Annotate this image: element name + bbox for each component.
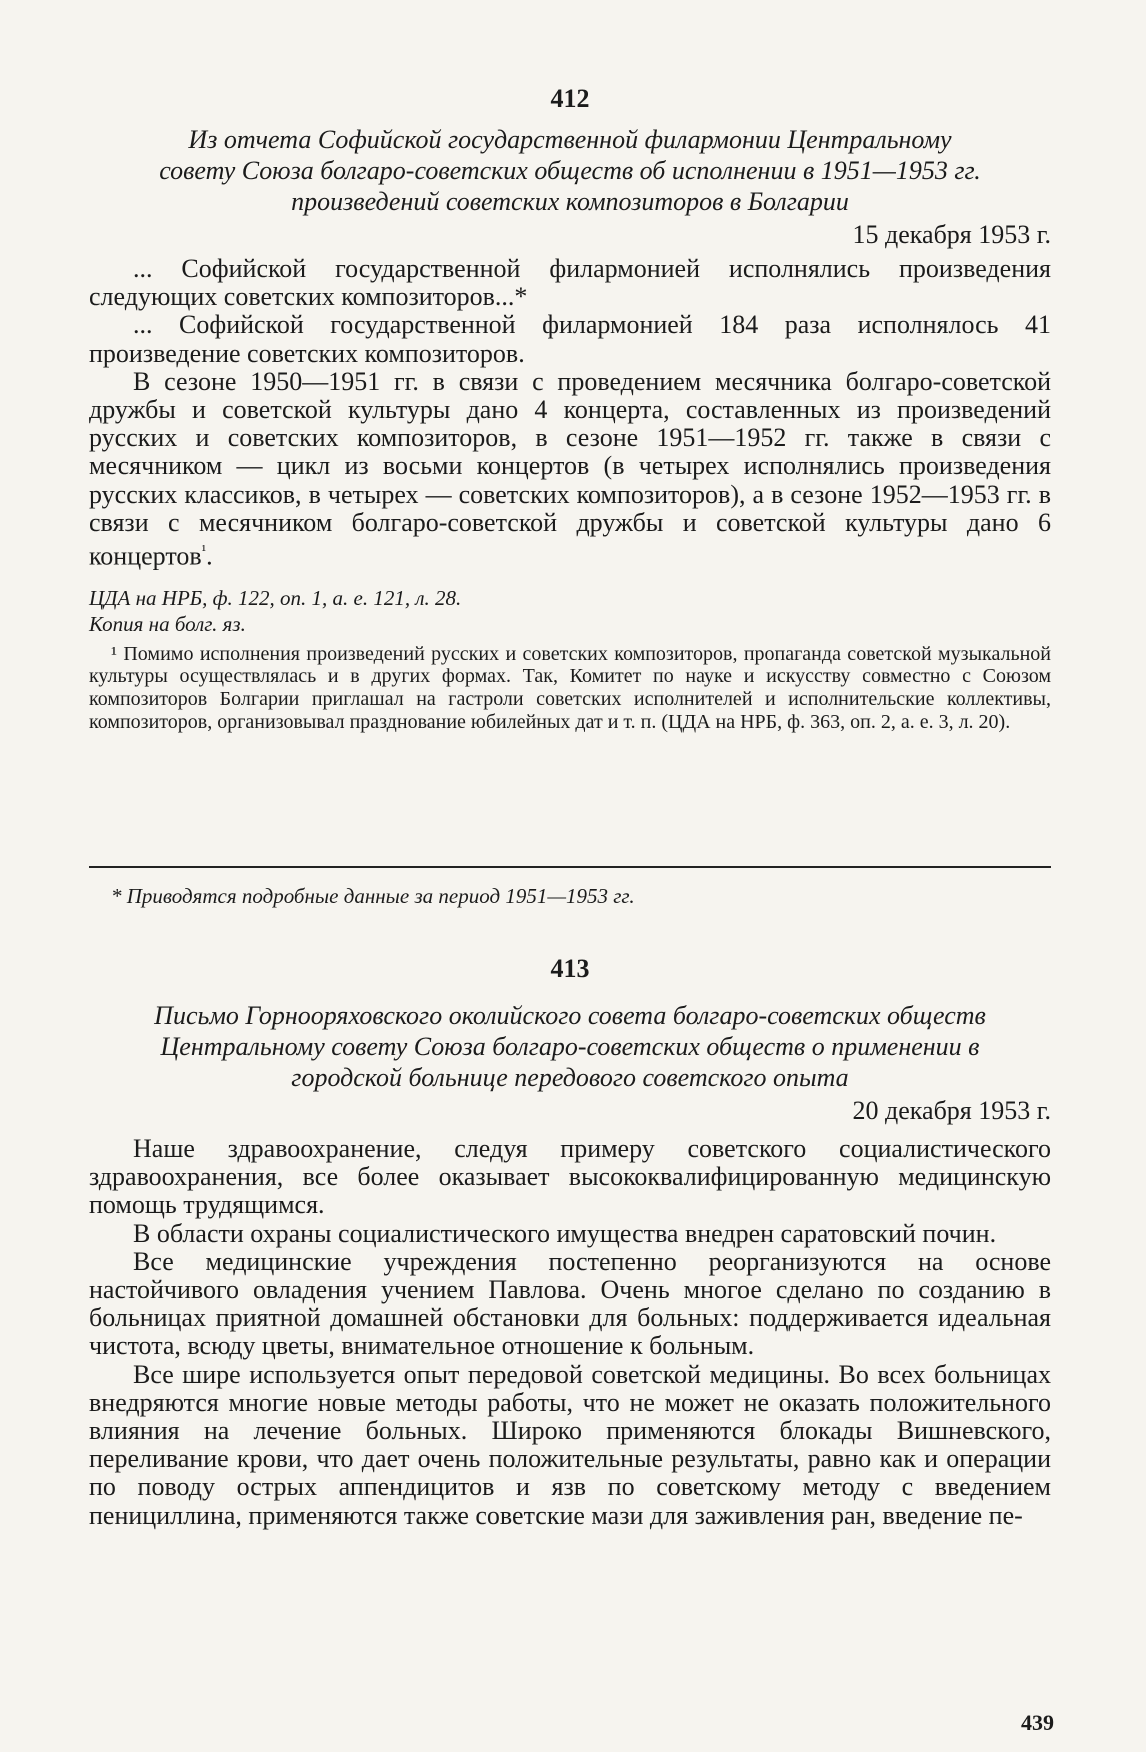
- document-title: Письмо Горнооряховского околийского совета болгаро-советских обществ Центральному совету Союза болгаро-советских обществ о применении в городской больнице передового советского опыта: [154, 1001, 986, 1092]
- paragraph: Все шире используется опыт передовой советской медицины. Во всех больницах внедряются многие новые методы работы, что не может не оказать положительного влияния на лечение больных. Широко применяются блокады Вишневского, переливание крови, что дает очень положительные результаты, равно как и операции по поводу острых аппендицитов и язв по советскому методу с введением пенициллина, применяются также советские мази для заживления ран, введение пе-: [89, 1359, 1051, 1530]
- asterisk-footnote-block: [89, 884, 1051, 908]
- footnote-rule: [89, 866, 1051, 868]
- paragraph: ... Софийской государственной филармонией исполнялись произведения следующих советских композиторов...*: [89, 254, 1051, 312]
- copy-note: Копия на болг. яз.: [89, 611, 246, 636]
- paragraph: Наше здравоохранение, следуя примеру советского социалистического здравоохранения, все более оказывает высококвалифицированную медицинскую помощь трудящимся.: [89, 1134, 1051, 1220]
- document-413: [89, 954, 1051, 1530]
- document-412: [89, 84, 1051, 733]
- asterisk-footnote: * Приводятся подробные данные за период 1951—1953 гг.: [111, 884, 635, 908]
- paragraph-text: В сезоне 1950—1951 гг. в связи с проведением месячника болгаро-советской дружбы и советской культуры дано 4 концерта, составленных из произведений русских и советских композиторов, в сезоне 1951—1952 гг. также в связи с месячником — цикл из восьми концертов (в четырех исполнялись произведения русских классиков, в четырех — советских композиторов), а в сезоне 1952—1953 гг. в связи с месячником болгаро-советской дружбы и советской культуры дано 6 концертов: [89, 366, 1051, 571]
- document-date: 15 декабря 1953 г.: [852, 220, 1051, 249]
- document-number: 412: [550, 84, 590, 113]
- footnote-marker: ¹: [201, 543, 207, 560]
- footnote-marker-end: .: [206, 541, 213, 571]
- paragraph: [89, 368, 1051, 571]
- footnote: ¹ Помимо исполнения произведений русских и советских композиторов, пропаганда советской музыкальной культуры осуществлялась и в других формах. Так, Комитет по науке и искусству совместно с Союзом композиторов Болгарии приглашал на гастроли советских исполнителей и исполнительские коллективы, композиторов, организовывал празднование юбилейных дат и т. п. (ЦДА на НРБ, ф. 363, оп. 2, а. е. 3, л. 20).: [89, 642, 1051, 733]
- paragraph: Все медицинские учреждения постепенно реорганизуются на основе настойчивого овладения учением Павлова. Очень многое сделано по созданию в больницах приятной домашней обстановки для больных: поддерживается идеальная чистота, всюду цветы, внимательное отношение к больным.: [89, 1246, 1051, 1361]
- paragraph: В области охраны социалистического имущества внедрен саратовский почин.: [133, 1218, 997, 1248]
- page-number: 439: [1021, 1710, 1054, 1735]
- archive-source: ЦДА на НРБ, ф. 122, оп. 1, а. е. 121, л. 28.: [89, 585, 462, 610]
- document-title: Из отчета Софийской государственной филармонии Центральному совету Союза болгаро-советских обществ об исполнении в 1951—1953 гг. произведений советских композиторов в Болгарии: [159, 125, 981, 216]
- document-date: 20 декабря 1953 г.: [852, 1096, 1051, 1125]
- document-number: 413: [550, 954, 590, 983]
- paragraph: ... Софийской государственной филармонией 184 раза исполнялось 41 произведение советских композиторов.: [89, 310, 1051, 368]
